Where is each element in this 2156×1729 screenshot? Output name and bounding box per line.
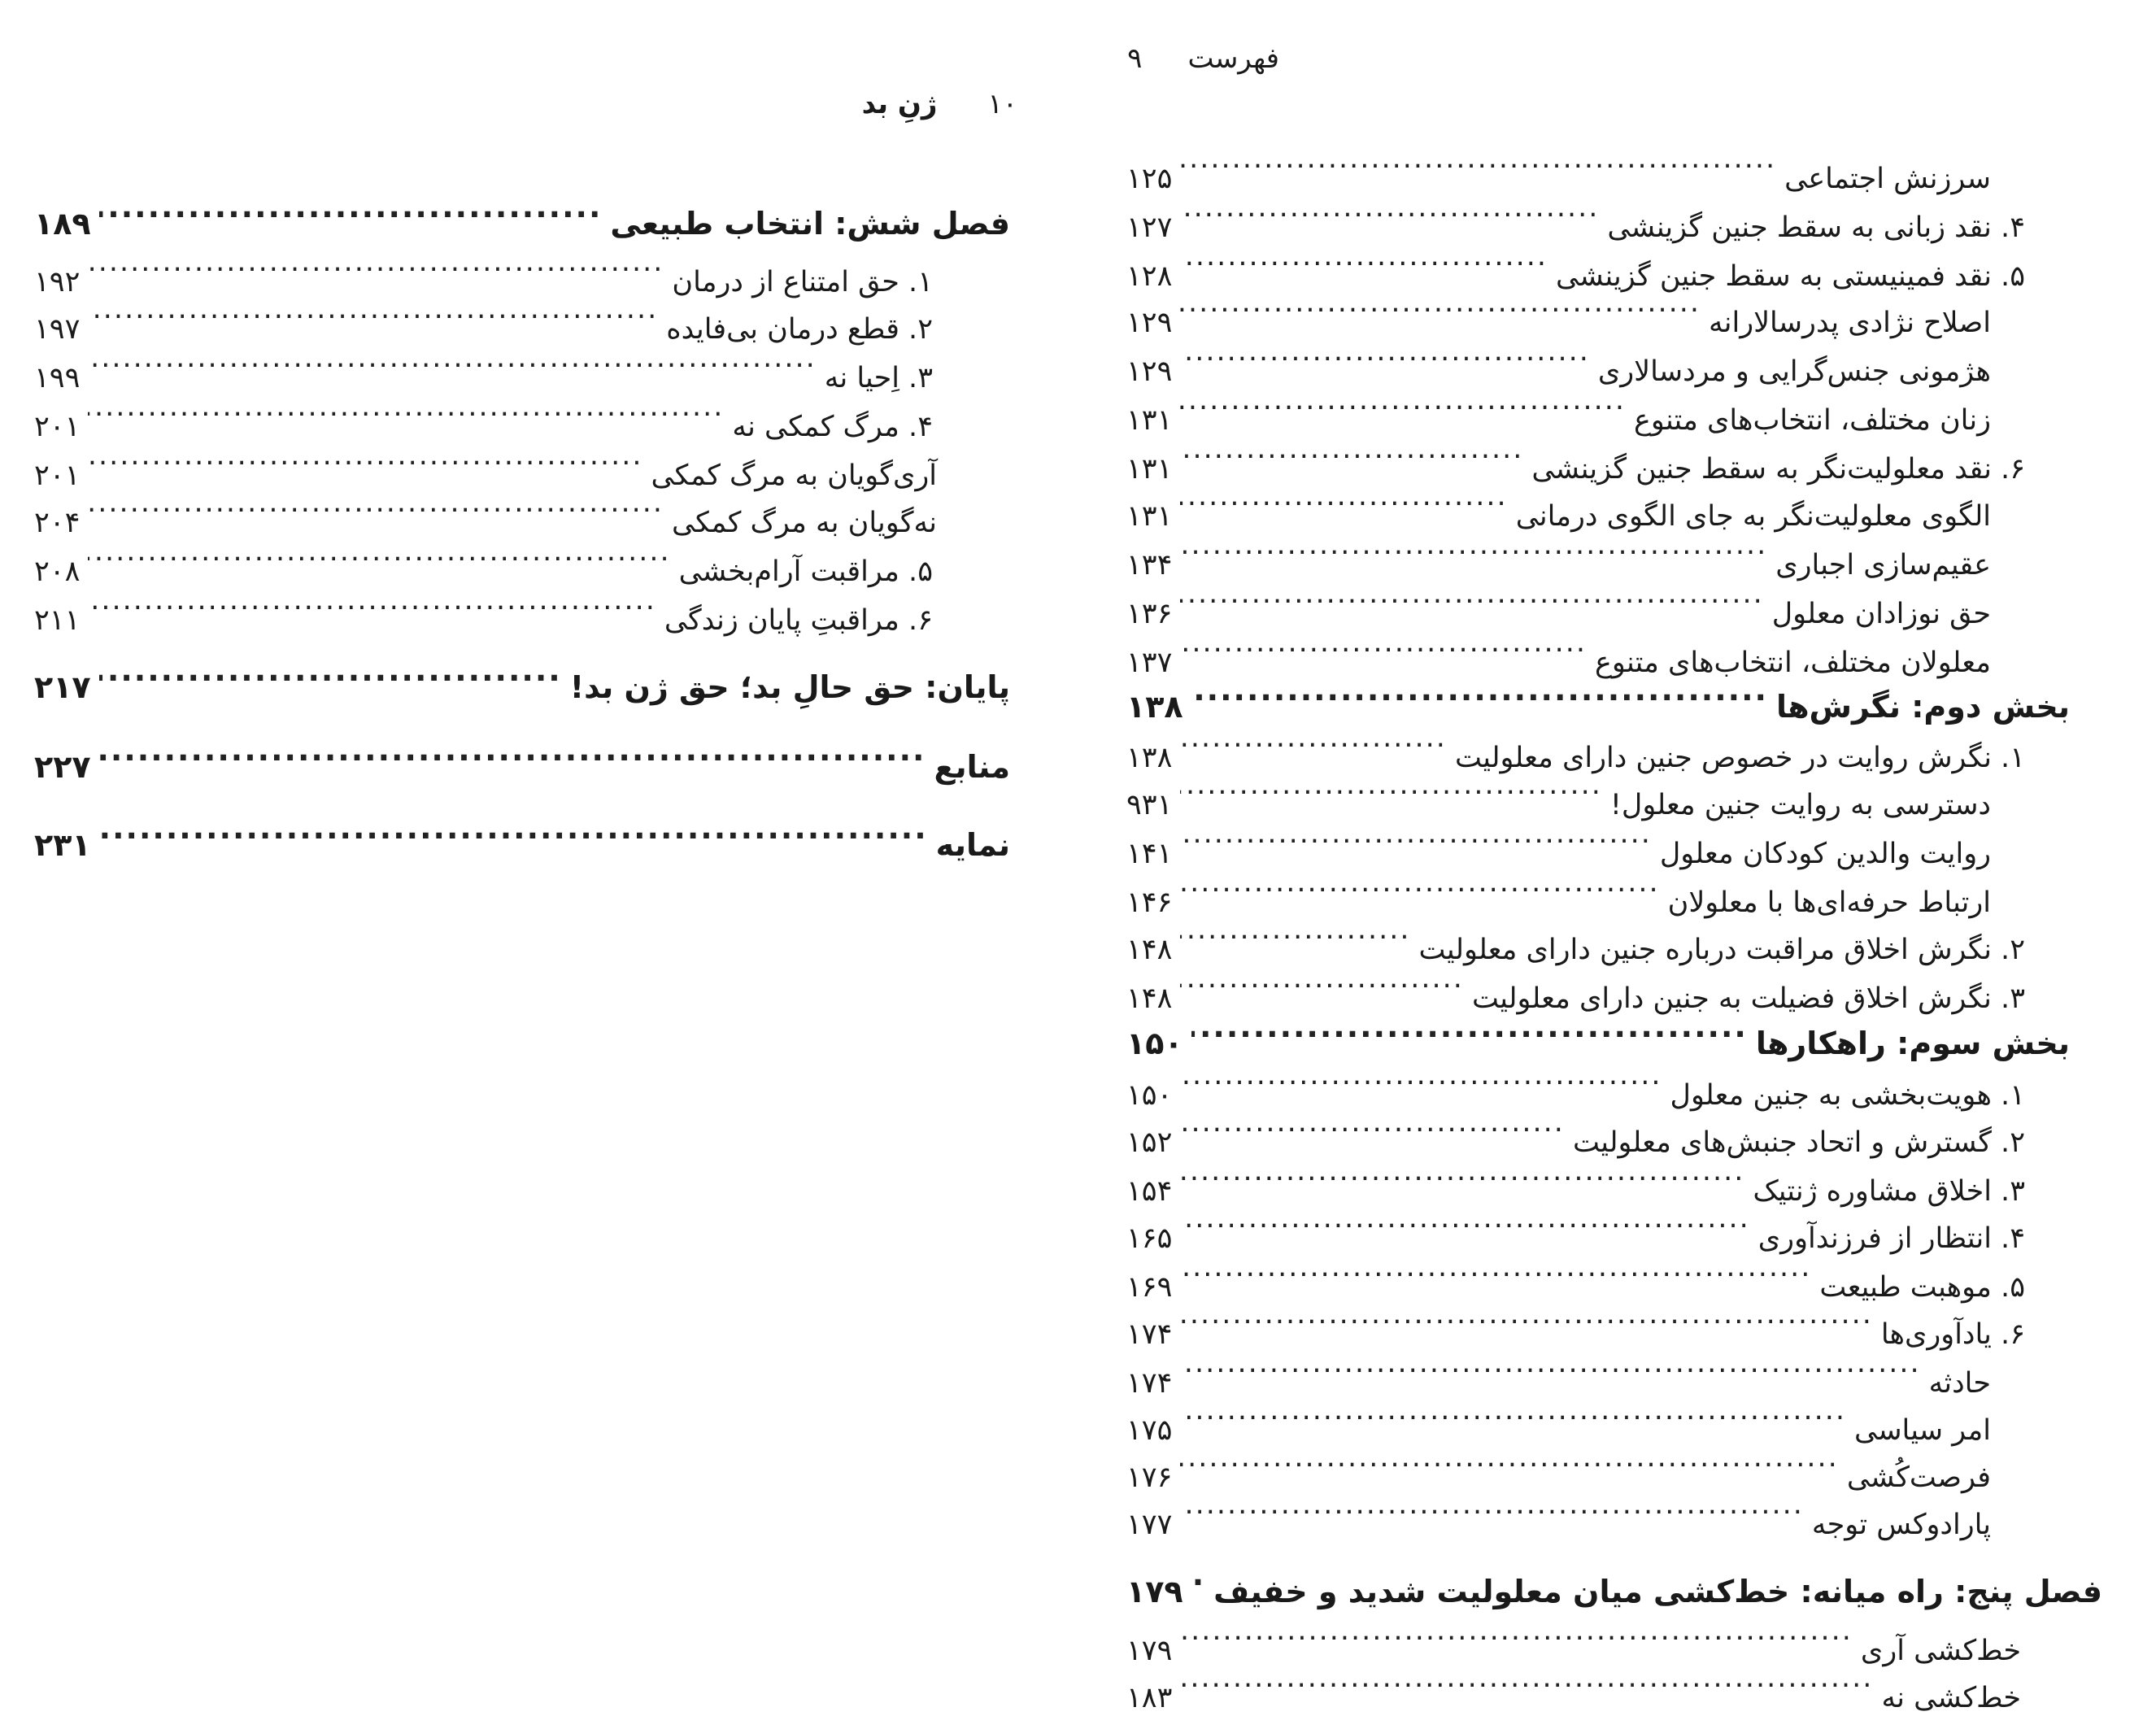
toc-entry[interactable]	[1126, 142, 1991, 195]
dot-leader	[1180, 1106, 1565, 1152]
toc-entry-title: امر سیاسی	[1854, 1414, 1991, 1447]
dot-leader	[88, 390, 724, 436]
toc-entry[interactable]	[1126, 335, 1991, 388]
toc-entry-page-number: ۱۲۸	[1126, 260, 1173, 293]
toc-entry-title: ۳. اِحیا نه	[824, 362, 933, 394]
toc-entry-page-number: ۲۱۱	[34, 604, 81, 637]
toc-entry-page-number: ۱۴۸	[1126, 934, 1173, 966]
toc-entry-title: پارادوکس توجه	[1811, 1509, 1991, 1541]
toc-entry-page-number: ۲۰۸	[34, 555, 81, 588]
toc-entry-page-number: ۱۵۲	[1126, 1126, 1173, 1159]
toc-entry-title: بخش دوم: نگرش‌ها	[1775, 689, 2070, 725]
toc-entry-page-number: ۱۷۵	[1126, 1414, 1173, 1447]
toc-entry-title: عقیم‌سازی اجباری	[1775, 549, 1991, 581]
toc-entry[interactable]	[1126, 1488, 1991, 1541]
toc-entry[interactable]	[1126, 962, 2025, 1015]
toc-entry-title: دسترسی به روایت جنین معلول!	[1609, 789, 1991, 821]
toc-entry[interactable]	[1126, 769, 1991, 821]
right-running-head	[1127, 42, 1279, 75]
toc-entry-title: ۱. هویت‌بخشی به جنین معلول	[1670, 1079, 2025, 1112]
toc-entry-page-number: ۱۷۴	[1126, 1318, 1173, 1351]
toc-entry-page-number: ۱۶۹	[1126, 1271, 1173, 1304]
right-header-title: فهرست	[1187, 42, 1279, 75]
toc-entry-page-number: ۱۹۷	[34, 313, 81, 346]
dot-leader	[1180, 626, 1587, 672]
dot-leader	[88, 246, 664, 291]
dot-leader	[1180, 577, 1763, 623]
toc-entry[interactable]	[1126, 1614, 2021, 1667]
toc-entry[interactable]	[34, 732, 1010, 785]
toc-entry[interactable]	[1126, 1298, 2025, 1351]
toc-entry-page-number: ۱۵۰	[1126, 1026, 1183, 1061]
toc-entry-title: فصل شش: انتخاب طبیعی	[610, 206, 1010, 242]
toc-entry-page-number: ۱۳۸	[1126, 742, 1173, 774]
dot-leader	[99, 732, 926, 777]
dot-leader	[1180, 962, 1464, 1008]
toc-entry[interactable]	[1126, 1661, 2021, 1714]
toc-entry-page-number: ۱۳۸	[1126, 689, 1183, 725]
toc-entry[interactable]	[1126, 1251, 2025, 1304]
toc-entry-title: ۶. یادآوری‌ها	[1880, 1318, 2025, 1351]
dot-leader	[99, 810, 928, 856]
toc-entry[interactable]	[1126, 480, 1991, 533]
toc-entry-title: ۵. موهبت طبیعت	[1819, 1271, 2025, 1304]
toc-entry-page-number: ۱۲۷	[1126, 211, 1173, 244]
toc-entry-page-number: ۱۳۱	[1126, 404, 1173, 437]
toc-entry[interactable]	[34, 390, 933, 443]
dot-leader	[1180, 142, 1776, 188]
toc-entry[interactable]	[1126, 721, 2025, 774]
dot-leader	[1180, 433, 1523, 478]
right-header-page-number: ۹	[1127, 42, 1143, 75]
left-header-page-number: ۱۰	[987, 88, 1017, 120]
dot-leader	[88, 439, 642, 485]
toc-entry[interactable]	[1126, 1202, 2025, 1255]
dot-leader	[1191, 1557, 1206, 1602]
toc-entry-page-number: ۱۷۷	[1126, 1509, 1173, 1541]
toc-entry[interactable]	[34, 439, 937, 492]
toc-entry-title: سرزنش اجتماعی	[1784, 163, 1991, 195]
toc-entry[interactable]	[1126, 433, 2025, 486]
dot-leader	[1180, 286, 1701, 332]
dot-leader	[1180, 769, 1602, 814]
toc-entry[interactable]	[1126, 1008, 2070, 1061]
toc-entry-page-number: ۱۷۹	[1126, 1635, 1173, 1667]
toc-entry-page-number: ۱۴۸	[1126, 982, 1173, 1015]
dot-leader	[1180, 817, 1651, 863]
toc-entry-title: خط‌کشی نه	[1881, 1682, 2021, 1714]
toc-entry[interactable]	[1126, 626, 1991, 679]
toc-entry-title: فرصت‌کُشی	[1846, 1461, 1991, 1494]
toc-entry[interactable]	[1126, 1347, 1991, 1400]
dot-leader	[1180, 1202, 1749, 1248]
toc-entry[interactable]	[1126, 286, 1991, 339]
toc-entry-page-number: ۱۲۹	[1126, 307, 1173, 339]
toc-entry[interactable]	[34, 652, 1010, 705]
dot-leader	[1180, 240, 1548, 285]
toc-entry-title: حق نوزادان معلول	[1771, 598, 1991, 630]
toc-entry[interactable]	[1126, 1441, 1991, 1494]
toc-entry[interactable]	[34, 342, 933, 394]
dot-leader	[1180, 1251, 1811, 1296]
toc-entry-title: ۱. نگرش روایت در خصوص جنین دارای معلولیت	[1454, 742, 2025, 774]
toc-entry-title: خط‌کشی آری	[1860, 1635, 2021, 1667]
toc-entry-title: هژمونی جنس‌گرایی و مردسالاری	[1597, 355, 1991, 388]
toc-entry-page-number: ۱۳۴	[1126, 549, 1173, 581]
dot-leader	[1180, 1059, 1662, 1104]
toc-entry-title: ۱. حق امتناع از درمان	[672, 266, 933, 298]
dot-leader	[1180, 1347, 1920, 1392]
dot-leader	[88, 584, 656, 629]
dot-leader	[1180, 1614, 1853, 1660]
toc-entry[interactable]	[1126, 1394, 1991, 1447]
toc-entry[interactable]	[34, 584, 933, 637]
toc-entry-title: حادثه	[1928, 1367, 1991, 1400]
toc-entry-title: فصل پنج: راه میانه: خط‌کشی میان معلولیت شدید و خفیف	[1213, 1574, 2102, 1609]
toc-entry-title: نمایه	[935, 827, 1010, 863]
toc-entry[interactable]	[34, 189, 1010, 242]
dot-leader	[1180, 1155, 1744, 1200]
toc-entry-title: ۴. نقد زبانی به سقط جنین گزینشی	[1607, 211, 2025, 244]
toc-entry[interactable]	[34, 486, 937, 539]
toc-entry[interactable]	[1126, 672, 2070, 725]
toc-entry[interactable]	[1126, 577, 1991, 630]
toc-entry-page-number: ۲۰۴	[34, 507, 81, 539]
toc-entry-title: منابع	[934, 749, 1010, 785]
toc-entry-title: ۲. گسترش و اتحاد جنبش‌های معلولیت	[1572, 1126, 2025, 1159]
toc-entry[interactable]	[1126, 191, 2025, 244]
dot-leader	[1180, 866, 1659, 912]
toc-entry-title: ۳. اخلاق مشاوره ژنتیک	[1753, 1175, 2025, 1208]
toc-entry-title: روایت والدین کودکان معلول	[1659, 838, 1991, 870]
toc-entry-page-number: ۲۳۱	[34, 827, 91, 863]
dot-leader	[88, 342, 816, 387]
toc-entry-page-number: ۱۳۶	[1126, 598, 1173, 630]
left-header-title: ژنِ بد	[861, 88, 938, 120]
toc-entry-page-number: ۲۱۷	[34, 669, 91, 705]
toc-entry-title: ارتباط حرفه‌ای‌ها با معلولان	[1667, 886, 1991, 919]
toc-entry-title: ۵. مراقبت آرام‌بخشی	[678, 555, 933, 588]
toc-entry-title: نه‌گویان به مرگ کمکی	[671, 507, 937, 539]
toc-entry-page-number: ۹۳۱	[1126, 789, 1173, 821]
toc-entry-title: ۳. نگرش اخلاق فضیلت به جنین دارای معلولیت	[1471, 982, 2025, 1015]
toc-entry-page-number: ۱۳۱	[1126, 453, 1173, 486]
toc-entry[interactable]	[1126, 240, 2025, 293]
toc-entry[interactable]	[1126, 384, 1991, 437]
toc-entry-title: زنان مختلف، انتخاب‌های متنوع	[1634, 404, 1991, 437]
toc-entry[interactable]	[1126, 1155, 2025, 1208]
dot-leader	[88, 486, 664, 532]
toc-entry-title: ۴. انتظار از فرزندآوری	[1757, 1222, 2025, 1255]
toc-entry-title: معلولان مختلف، انتخاب‌های متنوع	[1595, 647, 1991, 679]
left-running-head	[862, 88, 1017, 120]
dot-leader	[1180, 1394, 1846, 1439]
toc-entry-page-number: ۱۶۵	[1126, 1222, 1173, 1255]
dot-leader	[1180, 191, 1599, 237]
toc-entry[interactable]	[1126, 529, 1991, 581]
dot-leader	[88, 535, 670, 581]
dot-leader	[1191, 672, 1768, 717]
dot-leader	[1180, 1441, 1838, 1487]
toc-entry-page-number: ۲۲۷	[34, 749, 91, 785]
dot-leader	[1180, 721, 1447, 767]
dot-leader	[88, 293, 658, 338]
dot-leader	[99, 189, 603, 234]
toc-entry-title: ۲. نگرش اخلاق مراقبت درباره جنین دارای معلولیت	[1418, 934, 2025, 966]
toc-entry-page-number: ۱۴۶	[1126, 886, 1173, 919]
toc-entry-page-number: ۱۷۴	[1126, 1367, 1173, 1400]
toc-entry-title: ۴. مرگ کمکی نه	[732, 411, 933, 443]
toc-entry-page-number: ۱۳۱	[1126, 500, 1173, 533]
toc-entry-page-number: ۱۲۵	[1126, 163, 1173, 195]
toc-entry[interactable]	[1126, 866, 1991, 919]
toc-entry-page-number: ۲۰۱	[34, 459, 81, 492]
dot-leader	[1180, 384, 1626, 429]
toc-entry-page-number: ۱۲۹	[1126, 355, 1173, 388]
dot-leader	[1180, 1661, 1873, 1707]
toc-entry[interactable]	[34, 293, 933, 346]
toc-entry-page-number: ۱۸۹	[34, 206, 91, 242]
toc-entry-title: الگوی معلولیت‌نگر به جای الگوی درمانی	[1515, 500, 1991, 533]
toc-entry[interactable]	[1126, 1557, 2102, 1609]
toc-entry-page-number: ۱۴۱	[1126, 838, 1173, 870]
toc-entry-page-number: ۱۹۹	[34, 362, 81, 394]
toc-entry-title: ۵. نقد فمینیستی به سقط جنین گزینشی	[1556, 260, 2025, 293]
toc-entry-page-number: ۱۵۰	[1126, 1079, 1173, 1112]
toc-entry[interactable]	[34, 246, 933, 298]
dot-leader	[1180, 529, 1767, 574]
toc-entry-page-number: ۱۷۹	[1126, 1574, 1183, 1609]
toc-entry-title: آری‌گویان به مرگ کمکی	[651, 459, 937, 492]
dot-leader	[1180, 1298, 1872, 1344]
toc-entry-page-number: ۱۵۴	[1126, 1175, 1173, 1208]
toc-entry[interactable]	[1126, 1106, 2025, 1159]
toc-entry-title: ۶. مراقبتِ پایان زندگی	[664, 604, 933, 637]
toc-entry-title: بخش سوم: راهکارها	[1755, 1026, 2070, 1061]
toc-entry[interactable]	[1126, 1059, 2025, 1112]
toc-entry-title: ۲. قطع درمان بی‌فایده	[666, 313, 933, 346]
toc-entry-title: ۶. نقد معلولیت‌نگر به سقط جنین گزینشی	[1531, 453, 2025, 486]
dot-leader	[1191, 1008, 1748, 1054]
toc-entry-title: پایان: حق حالِ بد؛ حق ژن بد!	[569, 669, 1010, 705]
toc-entry[interactable]	[34, 535, 933, 588]
toc-entry[interactable]	[34, 810, 1010, 863]
dot-leader	[1180, 335, 1589, 381]
toc-entry-page-number: ۱۸۳	[1126, 1682, 1173, 1714]
dot-leader	[1180, 480, 1507, 525]
dot-leader	[99, 652, 562, 698]
toc-entry-page-number: ۲۰۱	[34, 411, 81, 443]
toc-entry[interactable]	[1126, 913, 2025, 966]
dot-leader	[1180, 913, 1410, 959]
toc-entry-page-number: ۱۳۷	[1126, 647, 1173, 679]
toc-entry-title: اصلاح نژادی پدرسالارانه	[1708, 307, 1991, 339]
toc-entry-page-number: ۱۷۶	[1126, 1461, 1173, 1494]
toc-entry[interactable]	[1126, 817, 1991, 870]
toc-entry-page-number: ۱۹۲	[34, 266, 81, 298]
dot-leader	[1180, 1488, 1803, 1534]
